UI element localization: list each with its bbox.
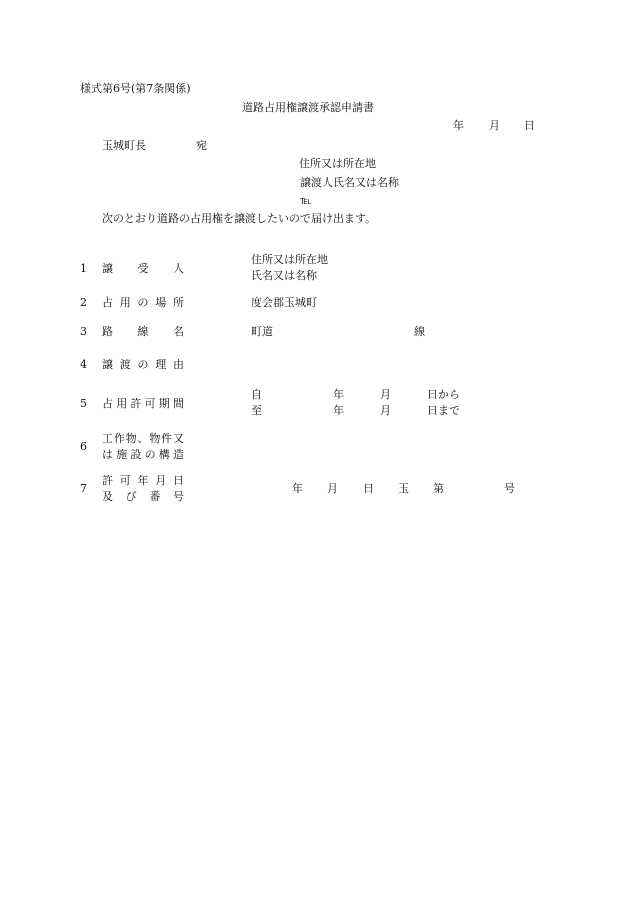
item-label: 許 可 年 月 日 (102, 474, 184, 487)
period-from-suffix: 日から (427, 388, 460, 401)
item-label: 工 作 物 、 物 件 又 (102, 432, 184, 445)
permit-go: 号 (504, 482, 515, 495)
item-label: 譲 渡 の 理 由 (102, 358, 184, 371)
applicant-name-label: 譲渡人氏名又は名称 (300, 176, 399, 189)
period-to-prefix: 至 (251, 404, 262, 417)
date-month-label: 月 (489, 119, 500, 132)
period-from-year: 年 (333, 388, 344, 401)
route-name-suffix: 線 (414, 325, 425, 338)
item-number: 4 (80, 358, 87, 371)
item-number: 1 (80, 262, 87, 275)
date-day-label: 日 (524, 119, 535, 132)
occupation-location-value: 度会郡玉城町 (251, 296, 317, 309)
period-to-month: 月 (380, 404, 391, 417)
transferee-address-label: 住所又は所在地 (251, 253, 328, 266)
period-from-month: 月 (380, 388, 391, 401)
item-label: 譲 受 人 (102, 262, 184, 275)
period-to-year: 年 (333, 404, 344, 417)
item-number: 3 (80, 325, 87, 338)
period-from-prefix: 自 (251, 388, 262, 401)
item-label: 及 び 番 号 (102, 490, 184, 503)
date-year-label: 年 (453, 119, 464, 132)
applicant-tel-label: ℡ (300, 194, 312, 207)
item-label: 路 線 名 (102, 325, 184, 338)
item-number: 6 (80, 440, 87, 453)
permit-year: 年 (292, 482, 303, 495)
item-label: 占 用 許 可 期 間 (102, 397, 184, 410)
route-name-prefix: 町道 (251, 325, 273, 338)
transferee-name-label: 氏名又は名称 (251, 269, 317, 282)
item-number: 7 (80, 482, 87, 495)
permit-prefix: 玉 (398, 482, 409, 495)
intro-text: 次のとおり道路の占用権を譲渡したいので届け出ます。 (102, 212, 377, 225)
item-label: 占 用 の 場 所 (102, 296, 184, 309)
item-number: 5 (80, 397, 87, 410)
period-to-suffix: 日まで (427, 404, 460, 417)
recipient-name: 玉城町長 (102, 139, 146, 152)
recipient-honorific: 宛 (196, 139, 207, 152)
item-number: 2 (80, 296, 87, 309)
permit-dai: 第 (433, 482, 444, 495)
form-number: 様式第6号(第7条関係) (80, 82, 191, 95)
permit-month: 月 (327, 482, 338, 495)
item-label: は 施 設 の 構 造 (102, 448, 184, 461)
page-title: 道路占用権譲渡承認申請書 (242, 101, 374, 114)
permit-day: 日 (363, 482, 374, 495)
applicant-address-label: 住所又は所在地 (299, 157, 376, 170)
